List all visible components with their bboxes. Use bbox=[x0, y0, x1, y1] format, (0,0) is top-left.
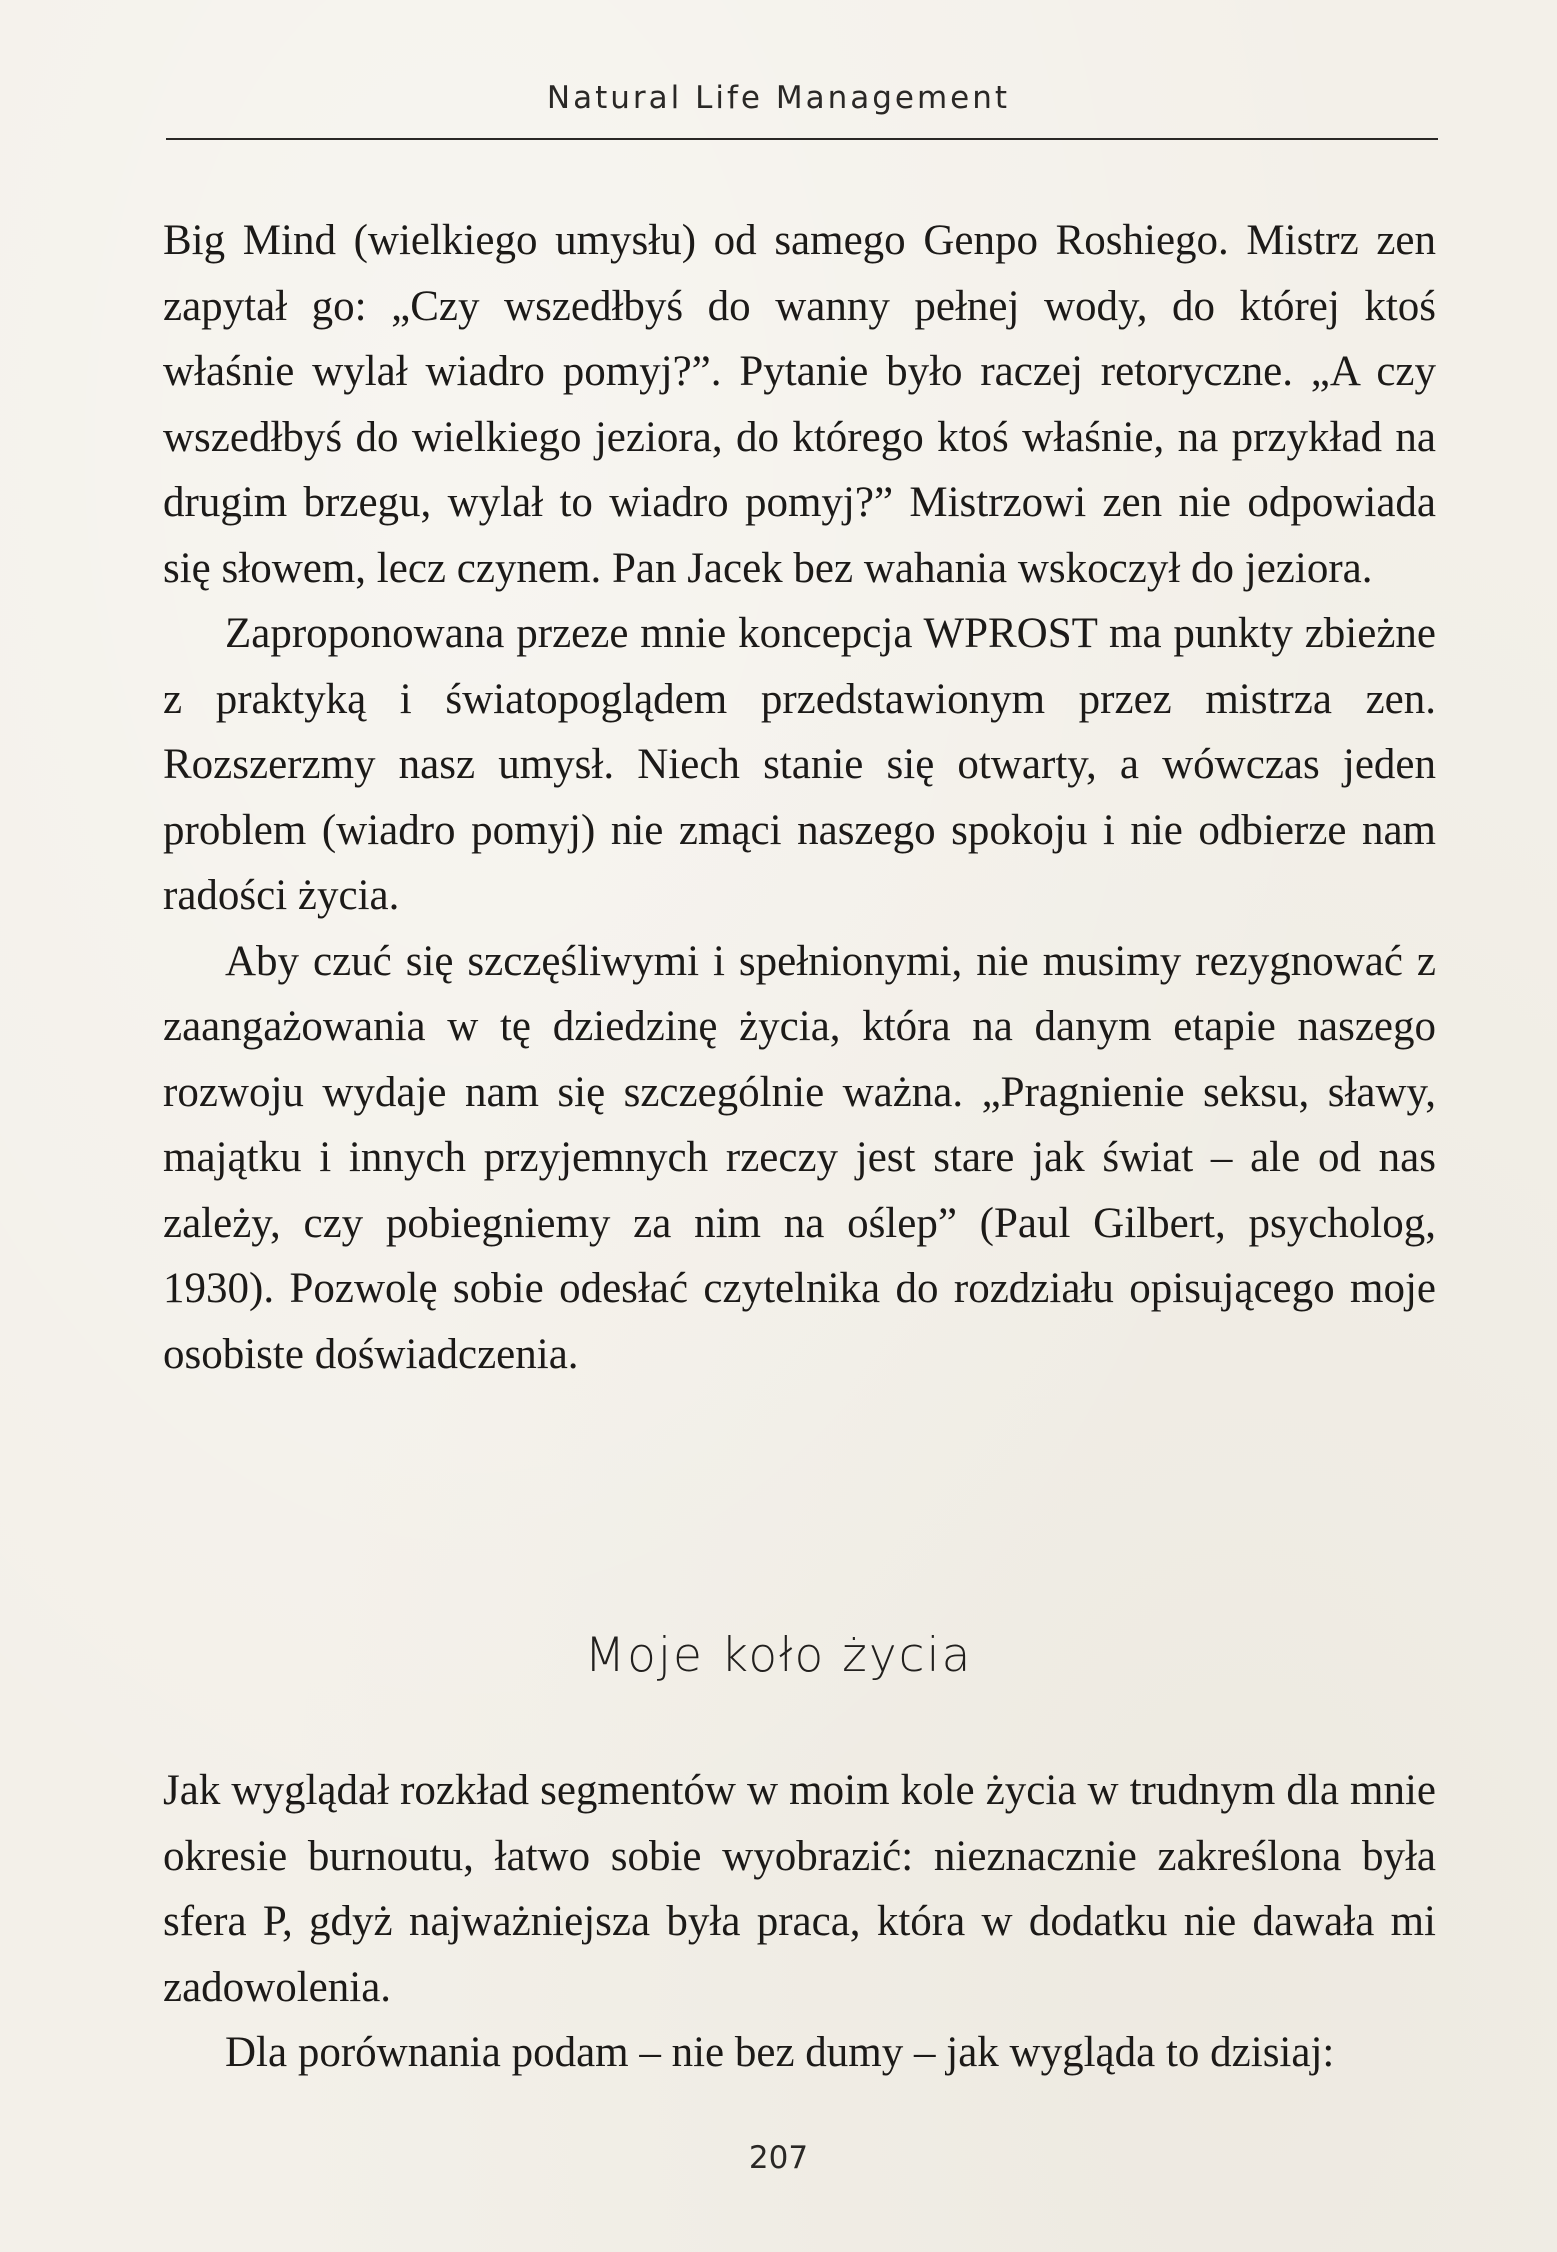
paragraph: Zaproponowana przeze mnie koncepcja WPROST ma punkty zbieżne z praktyką i światopoglądem przedstawionym przez mistrza zen. Rozszerzmy nasz umysł. Niech stanie się otwarty, a wówczas jeden problem (wiadro pomyj) nie zmąci naszego spokoju i nie odbierze nam radości życia. bbox=[163, 610, 1436, 919]
header-rule bbox=[166, 138, 1438, 140]
running-head: Natural Life Management bbox=[546, 80, 1011, 116]
section-heading: Moje koło życia bbox=[584, 1628, 973, 1683]
body-text-top bbox=[163, 208, 1436, 1387]
paragraph: Aby czuć się szczęśliwymi i spełnionymi, nie musimy rezygnować z zaangażowania w tę dziedzinę życia, która na danym etapie naszego rozwoju wydaje nam się szczególnie ważna. „Pragnienie seksu, sławy, majątku i innych przyjemnych rzeczy jest stare jak świat – ale od nas zależy, czy pobiegniemy za nim na oślep” (Paul Gilbert, psycholog, 1930). Pozwolę sobie odesłać czytelnika do rozdziału opisującego moje osobiste doświadczenia. bbox=[163, 937, 1436, 1378]
body-text-bottom bbox=[163, 1758, 1436, 2086]
paragraph: Dla porównania podam – nie bez dumy – jak wygląda to dzisiaj: bbox=[225, 2029, 1335, 2076]
page-number: 207 bbox=[748, 2140, 809, 2176]
paragraph: Big Mind (wielkiego umysłu) od samego Genpo Roshiego. Mistrz zen zapytał go: „Czy wszedłbyś do wanny pełnej wody, do której ktoś właśnie wylał wiadro pomyj?”. Pytanie było raczej retoryczne. „A czy wszedłbyś do wielkiego jeziora, do którego ktoś właśnie, na przykład na drugim brzegu, wylał to wiadro pomyj?” Mistrzowi zen nie odpowiada się słowem, lecz czynem. Pan Jacek bez wahania wskoczył do jeziora. bbox=[163, 217, 1436, 592]
paragraph: Jak wyglądał rozkład segmentów w moim kole życia w trudnym dla mnie okresie burnoutu, łatwo sobie wyobrazić: nieznacznie zakreślona była sfera P, gdyż najważniejsza była praca, która w dodatku nie dawała mi zadowolenia. bbox=[163, 1767, 1436, 2011]
